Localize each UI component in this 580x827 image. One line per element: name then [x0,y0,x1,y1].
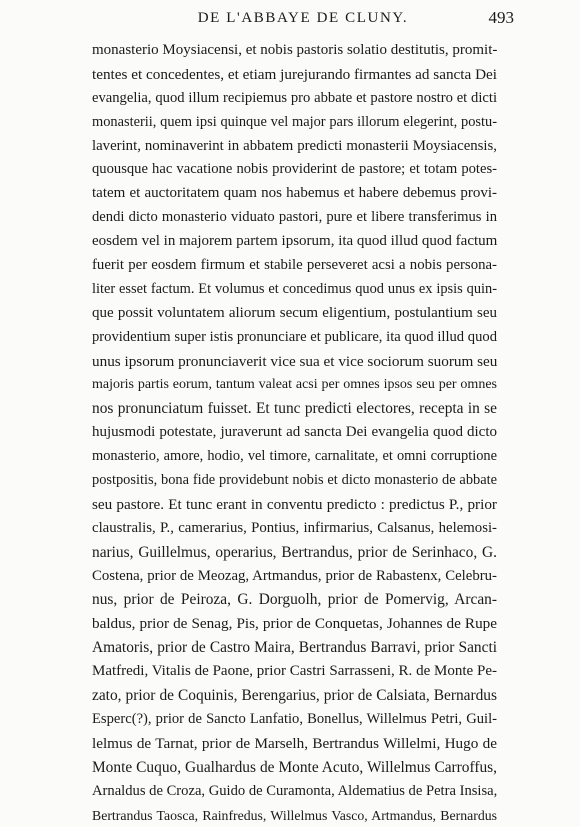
text-line: monasterii, quem ipsi quinque vel major pars illorum elegerint, postu- [92,111,497,135]
text-line: dendi dicto monasterio viduato pastori, pure et libere transferimus in [92,206,497,230]
text-line: Esperc(?), prior de Sancto Lanfatio, Bonellus, Willelmus Petri, Guil- [92,708,497,732]
text-line: baldus, prior de Senag, Pis, prior de Conquetas, Johannes de Rupe [92,612,497,636]
text-line: tatem et auctoritatem quam nos habemus et habere debemus provi- [92,182,497,206]
text-line: nus, prior de Peiroza, G. Dorguolh, prior de Pomervig, Arcan- [92,588,497,612]
text-line: majoris partis eorum, tantum valeat acsi per omnes ipsos seu per omnes [92,373,497,397]
text-line: laverint, nominaverint in abbatem predicti monasterii Moysiacensis, [92,135,497,159]
text-line: Costena, prior de Meozag, Artmandus, prior de Rabastenx, Celebru- [92,565,497,589]
text-line: narius, Guillelmus, operarius, Bertrandus, prior de Serinhaco, G. [92,541,497,565]
text-line: Arnaldus de Croza, Guido de Curamonta, Aldematius de Petra Insisa, [92,780,497,804]
text-line: providentium super istis pronunciare et publicare, ita quod illud quod [92,326,497,350]
text-line: lelmus de Tarnat, prior de Marselh, Bertrandus Willelmi, Hugo de [92,732,497,756]
text-line: Matfredi, Vitalis de Paone, prior Castri Sarrasseni, R. de Monte Pe- [92,660,497,684]
text-line: tentes et concedentes, et etiam jurejurando firmantes ad sancta Dei [92,63,497,87]
text-line: zato, prior de Coquinis, Berengarius, prior de Calsiata, Bernardus [92,684,497,708]
text-line: monasterio, amore, hodio, vel timore, carnalitate, et omni corruptione [92,445,497,469]
text-line: evangelia, quod illum recipiemus pro abbate et pastore nostro et dicti [92,87,497,111]
text-line: fuerit per eosdem firmum et stabile perseveret acsi a nobis persona- [92,254,497,278]
text-line: seu pastore. Et tunc erant in conventu predicto : predictus P., prior [92,493,497,517]
text-line: claustralis, P., camerarius, Pontius, infirmarius, Calsanus, helemosi- [92,517,497,541]
running-title: DE L'ABBAYE DE CLUNY. [92,10,514,27]
text-line: Bertrandus Taosca, Rainfredus, Willelmus Vasco, Artmandus, Bernardus [92,804,497,827]
text-line: Monte Cuquo, Gualhardus de Monte Acuto, Willelmus Carroffus, [92,756,497,780]
page-number: 493 [489,8,515,28]
text-line: nos pronunciatum fuisset. Et tunc predicti electores, recepta in se [92,397,497,421]
text-line: monasterio Moysiacensi, et nobis pastoris solatio destitutis, promit- [92,39,497,63]
text-line: hujusmodi potestate, juraverunt ad sancta Dei evangelia quod dicto [92,421,497,445]
text-line: liter esset factum. Et volumus et concedimus quod unus ex ipsis quin- [92,278,497,302]
body-text [92,39,497,827]
text-line: quousque hac vacatione nobis providerint de pastore; et totam potes- [92,158,497,182]
page-header [92,6,514,34]
text-line: unus ipsorum pronunciaverit vice sua et vice sociorum suorum seu [92,350,497,374]
text-line: Amatoris, prior de Castro Maira, Bertrandus Barravi, prior Sancti [92,636,497,660]
text-line: eosdem vel in majorem partem ipsorum, ita quod illud quod factum [92,230,497,254]
text-line: postpositis, bona fide providebunt nobis et dicto monasterio de abbate [92,469,497,493]
text-line: que possit voluntatem aliorum secum eligentium, postulantium seu [92,302,497,326]
